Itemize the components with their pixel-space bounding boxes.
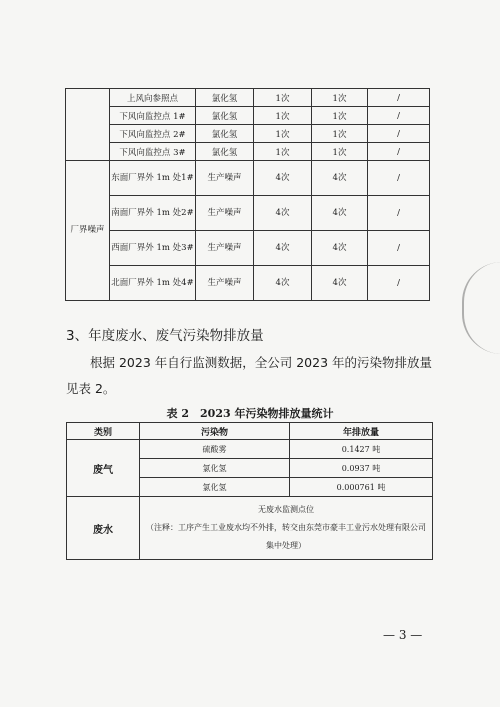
point-cell: 西面厂界外 1m 处3# [110,231,196,266]
note-cell: / [368,161,430,196]
item-cell: 氯化氢 [196,143,254,161]
table-row [66,196,430,231]
freq1-cell: 4次 [254,196,312,231]
item-cell: 氯化氢 [196,125,254,143]
wastewater-note-cell [140,497,433,560]
freq1-cell: 4次 [254,161,312,196]
freq2-cell: 1次 [312,89,368,107]
table-row [66,107,430,125]
note-cell: / [368,107,430,125]
noise-category-cell: 厂界噪声 [66,161,110,301]
pollutant-cell: 氯化氢 [140,478,290,497]
note-cell: / [368,89,430,107]
paragraph-line-2: 见表 2。 [66,381,116,396]
item-cell: 生产噪声 [196,266,254,301]
table-row [67,440,433,459]
amount-cell: 0.0937 吨 [290,459,433,478]
item-cell: 氯化氢 [196,107,254,125]
table-row [66,125,430,143]
seal-stamp-fragment [462,262,500,354]
header-category: 类别 [67,423,140,440]
wastewater-annotation: （注释：工序产生工业废水均不外排，转交由东莞市豪丰工业污水处理有限公司集中处理） [146,523,426,550]
point-cell: 下风向监控点 1# [110,107,196,125]
item-cell: 生产噪声 [196,161,254,196]
table-row [66,161,430,196]
category-cell-blank [66,89,110,161]
section-heading: 3、年度废水、废气污染物排放量 [66,328,264,344]
header-amount: 年排放量 [290,423,433,440]
page-number: — 3 — [383,628,423,642]
note-cell: / [368,196,430,231]
freq1-cell: 1次 [254,89,312,107]
item-cell: 氯化氢 [196,89,254,107]
emissions-table [66,422,433,560]
note-cell: / [368,266,430,301]
item-cell: 生产噪声 [196,196,254,231]
table-row [66,89,430,107]
point-cell: 东面厂界外 1m 处1# [110,161,196,196]
point-cell: 北面厂界外 1m 处4# [110,266,196,301]
freq1-cell: 1次 [254,125,312,143]
note-cell: / [368,231,430,266]
monitoring-table-continued [65,88,430,301]
freq2-cell: 4次 [312,231,368,266]
freq1-cell: 4次 [254,231,312,266]
freq2-cell: 4次 [312,266,368,301]
freq1-cell: 4次 [254,266,312,301]
freq1-cell: 1次 [254,143,312,161]
table-caption: 表 2 2023 年污染物排放量统计 [166,407,334,420]
freq2-cell: 1次 [312,143,368,161]
paragraph-line-1: 根据 2023 年自行监测数据，全公司 2023 年的污染物排放量 [90,355,433,370]
note-cell: / [368,125,430,143]
wastewater-status: 无废水监测点位 [258,505,314,514]
water-category-cell: 废水 [67,497,140,560]
body-paragraph [66,350,436,402]
amount-cell: 0.000761 吨 [290,478,433,497]
table-row [66,143,430,161]
freq2-cell: 1次 [312,125,368,143]
pollutant-cell: 氯化氢 [140,459,290,478]
table-row [66,231,430,266]
freq1-cell: 1次 [254,107,312,125]
freq2-cell: 4次 [312,196,368,231]
amount-cell: 0.1427 吨 [290,440,433,459]
note-cell: / [368,143,430,161]
point-cell: 南面厂界外 1m 处2# [110,196,196,231]
point-cell: 上风向参照点 [110,89,196,107]
freq2-cell: 4次 [312,161,368,196]
point-cell: 下风向监控点 2# [110,125,196,143]
freq2-cell: 1次 [312,107,368,125]
item-cell: 生产噪声 [196,231,254,266]
table-header-row [67,423,433,440]
table-row [67,497,433,560]
point-cell: 下风向监控点 3# [110,143,196,161]
gas-category-cell: 废气 [67,440,140,497]
header-pollutant: 污染物 [140,423,290,440]
pollutant-cell: 硫酸雾 [140,440,290,459]
table-row [66,266,430,301]
